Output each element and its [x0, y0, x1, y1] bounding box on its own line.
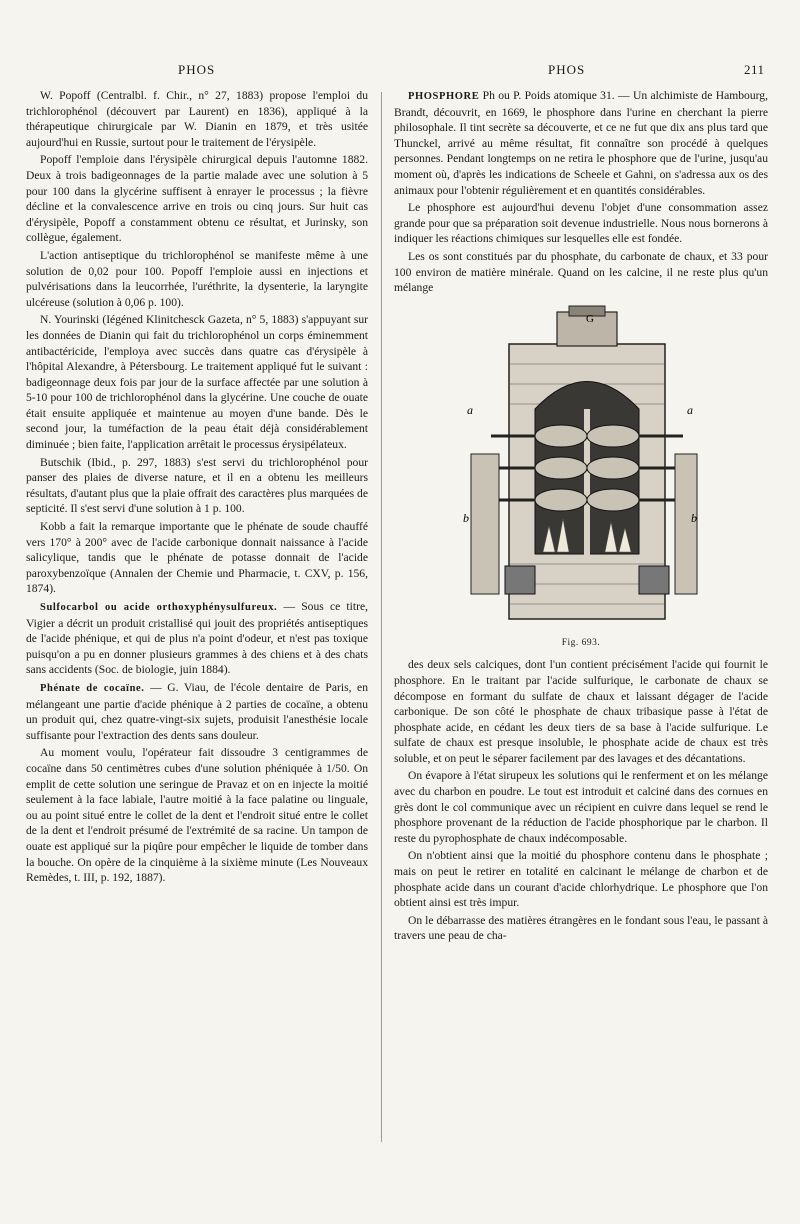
paragraph-text: On le débarrasse des matières étrangères en le fondant sous l'eau, le passant à travers une peau de cha-	[394, 913, 768, 943]
paragraph-text: On n'obtient ainsi que la moitié du phosphore contenu dans le phosphate ; mais on peut le retirer en totalité en calcinant le mélange de charbon et de phosphate acide dans un courant d'acide chlorhydrique. Le phosphore que l'on obtient ainsi est très impur.	[394, 849, 768, 910]
section-heading: Phénate de cocaïne.	[40, 682, 145, 694]
section-heading: PHOSPHORE	[408, 91, 480, 102]
label-a-left: a	[467, 402, 473, 417]
paragraph-text: — G. Viau, de l'école dentaire de Paris, en mélangeant une partie d'acide phénique à 2 parties de cocaïne, a obtenu un produit qui, chez quatre-vingt-six sujets, produisit l'anesthésie locale suffisante pour l'extraction des dents sans douleur.	[26, 680, 368, 742]
paragraph	[394, 848, 768, 910]
paragraph	[394, 768, 768, 846]
left-column	[26, 88, 368, 886]
paragraph	[26, 248, 368, 310]
right-column-top	[394, 88, 768, 296]
paragraph-text: Le phosphore est aujourd'hui devenu l'objet d'une consommation assez grande pour que sa préparation soit devenue industrielle. Nous nous bornerons à indiquer les réactions chimiques sur lesquelles elle est fondée.	[394, 201, 768, 246]
paragraph	[26, 745, 368, 885]
paragraph	[26, 88, 368, 150]
paragraph	[394, 200, 768, 247]
section-heading: Sulfocarbol ou acide orthoxyphénysulfureux.	[40, 602, 278, 613]
label-a-right: a	[687, 402, 693, 417]
right-column	[394, 88, 768, 944]
header-left-title: PHOS	[178, 62, 216, 77]
phosphorus-furnace-illustration	[461, 304, 701, 634]
paragraph-text: N. Yourinski (Iégéned Klinitchesck Gazeta, n° 5, 1883) s'appuyant sur les données de Dianin qui fait du trichlorophénol un corps éminemment antibactéricide, l'employa avec succès dans quatre cas d'érysipèle à l'hôpital Alexandre, à Pétersbourg. Le traitement appliqué fut le suivant : badigeonnage deux fois par jour de la surface affectée par une solution à 5-10 pour 100 de trichlorophénol dans la glycérine. Une couche de ouate était ensuite appliquée et maintenue au moyen d'une bande. Dès le second jour, la tuméfaction de la peau était déjà considérablement diminuée ; bien faite, l'application arrêtait le processus érysipélateux.	[26, 313, 368, 452]
label-b-right: b	[691, 510, 697, 525]
paragraph-text: Popoff l'emploie dans l'érysipèle chirurgical depuis l'automne 1882. Deux à trois badigeonnages de la partie malade avec une solution à 5 pour 100 dans la glycérine suffisent à enrayer le processus ; la fièvre décline et la convalescence arrive en trois ou cinq jours. Sur huit cas d'érysipèle, Popoff a constamment obtenu ce résultat, et Jurinsky, son collègue, également.	[26, 153, 368, 245]
paragraph-text: Au moment voulu, l'opérateur fait dissoudre 3 centigrammes de cocaïne dans 50 centimètres cubes d'une solution phéniquée à 1/50. On emplit de cette solution une seringue de Pravaz et on en injecte la moitié seulement à la face labiale, l'autre moitié à la face palatine ou linguale, ou au point situé entre le collet de la dent et l'endroit situé entre le collet de la dent et l'endroit présumé de l'extrémité de sa racine. Un tampon de ouate est appliqué sur la piqûre pour empêcher le liquide de tomber dans la bouche. On opère de la cinquième à la sixième minute (Les Nouveaux Remèdes, t. III, p. 192, 1887).	[26, 746, 368, 885]
paragraph-text: L'action antiseptique du trichlorophénol se manifeste même à une solution de 0,02 pour 100. Popoff l'emploie aussi en injections et pulvérisations dans la leucorrhée, l'uréthrite, la dysenterie, la laryngite ulcéreuse (solution à 0,06 p. 100).	[26, 248, 368, 309]
paragraph	[26, 312, 368, 452]
paragraph-text: — Sous ce titre, Vigier a décrit un produit cristallisé qui jouit des propriétés antiseptiques de l'acide phénique, et qui de plus n'a point d'odeur, et n'est pas toxique puisqu'on a pu en donner plusieurs grammes à des chiens et à des chats sans accidents (Soc. de biologie, juin 1884).	[26, 600, 368, 677]
header-right-title: PHOS	[548, 62, 586, 77]
paragraph	[394, 88, 768, 198]
paragraph	[394, 657, 768, 766]
paragraph	[394, 249, 768, 296]
paragraph	[26, 519, 368, 597]
paragraph	[26, 599, 368, 678]
paragraph-text: W. Popoff (Centralbl. f. Chir., n° 27, 1883) propose l'emploi du trichlorophénol (découvert par Laurent) en 1836), appliqué à la thérapeutique chirurgicale par W. Dianin en 1879, et très usitée aujourd'hui en Russie, surtout pour le traitement de l'érysipèle.	[26, 89, 368, 149]
figure-693	[394, 304, 768, 652]
running-header	[0, 62, 800, 82]
paragraph-text: On évapore à l'état sirupeux les solutions qui le renferment et on les mélange avec du charbon en poudre. Le tout est introduit et calciné dans des cornues en grès dont le col communique avec un récipient en cuivre dans lequel se rend le phosphore provenant de la réduction de l'acide phosphorique par le charbon. Il reste du pyrophosphate de chaux indécomposable.	[394, 769, 768, 845]
paragraph	[26, 455, 368, 517]
paragraph-text: Kobb a fait la remarque importante que le phénate de soude chauffé vers 170° à 200° avec de l'acide carbonique donnait naissance à l'acide salicylique, tandis que le phénate de potasse donnait de l'acide paroxybenzoïque (Annalen der Chemie und Pharmacie, t. CXV, p. 156, 1874).	[26, 520, 368, 596]
paragraph-text: Ph ou P. Poids atomique 31. — Un alchimiste de Hambourg, Brandt, découvrit, en 1669, le phosphore dans l'urine en cherchant la pierre philosophale. Il tint secrète sa découverte, et ce ne fut que dix ans plus tard que Thunckel, arrivé au même résultat, fit connaître son procédé à quelques personnes. Pendant longtemps on ne retira le phosphore que de l'urine, jusqu'au moment où, d'après les indications de Scheele et Gahni, on s'adressa aux os des animaux pour l'obtenir régulièrement et en quantités considérables.	[394, 89, 768, 197]
label-b-left: b	[463, 510, 469, 525]
label-g: G	[586, 312, 594, 325]
figure-caption: Fig. 693.	[561, 637, 601, 648]
paragraph	[394, 913, 768, 944]
paragraph-text: des deux sels calciques, dont l'un contient précisément l'acide qui fournit le phosphore. En le traitant par l'acide sulfurique, le carbonate de chaux se décompose en formant du sulfate de chaux et laissant dégager de l'acide carbonique. De son côté le phosphate de chaux tribasique passe à l'état de phosphate acide, en cédant les deux tiers de sa base à l'acide sulfurique. Le sulfate de chaux est presque insoluble, le phosphate acide de chaux est très soluble, et on peut le séparer facilement par des lavages et des décantations.	[394, 658, 768, 765]
paragraph-text: Butschik (Ibid., p. 297, 1883) s'est servi du trichlorophénol pour panser des plaies de diverse nature, et il en a obtenu les meilleurs résultats, d'autant plus que la plaie offrait des caractères plus marquées de septicité. Il s'est servi d'une solution à 1 p. 100.	[26, 455, 368, 516]
page-number: 211	[744, 62, 765, 77]
paragraph	[26, 680, 368, 743]
paragraph	[26, 152, 368, 246]
paragraph-text: Les os sont constitués par du phosphate, du carbonate de chaux, et 33 pour 100 environ de matière minérale. Quand on les calcine, il ne reste plus qu'un mélange	[394, 249, 768, 295]
right-column-bottom	[394, 657, 768, 944]
column-divider	[381, 92, 382, 1142]
